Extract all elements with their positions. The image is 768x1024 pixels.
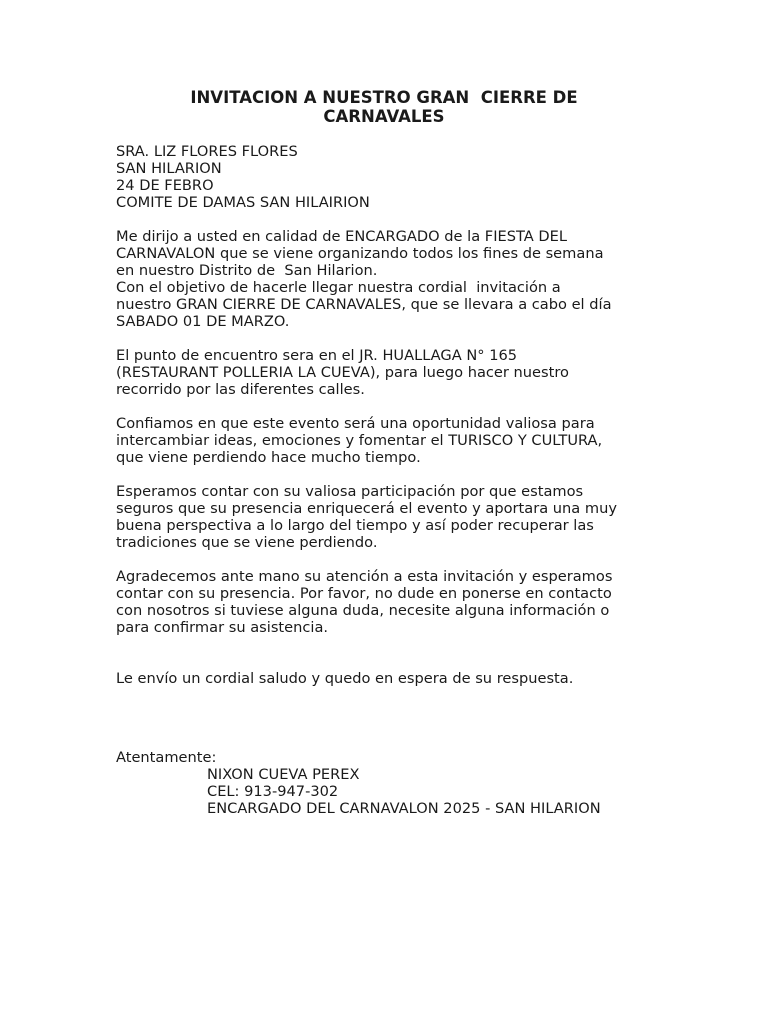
paragraph-line: SABADO 01 DE MARZO. [116,313,290,330]
closing-text: Atentamente: [116,749,217,766]
recipient-date: 24 DE FEBRO [116,177,214,194]
paragraph-line: Me dirijo a usted en calidad de ENCARGADO de la FIESTA DEL [116,228,567,245]
paragraph-line: para confirmar su asistencia. [116,619,329,636]
paragraph-line: Confiamos en que este evento será una oportunidad valiosa para [116,415,595,432]
paragraph-6 [116,670,676,687]
paragraph-line: intercambiar ideas, emociones y fomentar el TURISCO Y CULTURA, [116,432,603,449]
paragraph-line: en nuestro Distrito de San Hilarion. [116,262,378,279]
document-title [116,88,652,126]
title-line-2: CARNAVALES [323,107,445,126]
paragraph-1 [116,228,676,330]
recipient-name: SRA. LIZ FLORES FLORES [116,143,298,160]
recipient-org: COMITE DE DAMAS SAN HILAIRION [116,194,370,211]
signer-role: ENCARGADO DEL CARNAVALON 2025 - SAN HILARION [207,800,601,817]
signature-block [116,749,676,817]
paragraph-line: tradiciones que se viene perdiendo. [116,534,378,551]
paragraph-line: contar con su presencia. Por favor, no dude en ponerse en contacto [116,585,612,602]
paragraph-line: recorrido por las diferentes calles. [116,381,365,398]
signer-phone: CEL: 913-947-302 [207,783,339,800]
paragraph-line: buena perspectiva a lo largo del tiempo y así poder recuperar las [116,517,594,534]
paragraph-line: seguros que su presencia enriquecerá el evento y aportara una muy [116,500,617,517]
paragraph-line: Esperamos contar con su valiosa participación por que estamos [116,483,584,500]
paragraph-line: nuestro GRAN CIERRE DE CARNAVALES, que se llevara a cabo el día [116,296,612,313]
paragraph-line: Agradecemos ante mano su atención a esta invitación y esperamos [116,568,613,585]
paragraph-2 [116,347,676,398]
paragraph-5 [116,568,676,636]
letter-body [116,143,676,817]
recipient-block [116,143,676,211]
signer-name: NIXON CUEVA PEREX [207,766,360,783]
paragraph-line: con nosotros si tuviese alguna duda, necesite alguna información o [116,602,610,619]
title-line-1: INVITACION A NUESTRO GRAN CIERRE DE [190,88,578,107]
paragraph-line: Le envío un cordial saludo y quedo en espera de su respuesta. [116,670,574,687]
recipient-place: SAN HILARION [116,160,222,177]
paragraph-3 [116,415,676,466]
paragraph-line: Con el objetivo de hacerle llegar nuestra cordial invitación a [116,279,561,296]
paragraph-4 [116,483,676,551]
paragraph-line: CARNAVALON que se viene organizando todos los fines de semana [116,245,604,262]
paragraph-line: El punto de encuentro sera en el JR. HUALLAGA N° 165 [116,347,518,364]
paragraph-line: que viene perdiendo hace mucho tiempo. [116,449,421,466]
paragraph-line: (RESTAURANT POLLERIA LA CUEVA), para luego hacer nuestro [116,364,569,381]
